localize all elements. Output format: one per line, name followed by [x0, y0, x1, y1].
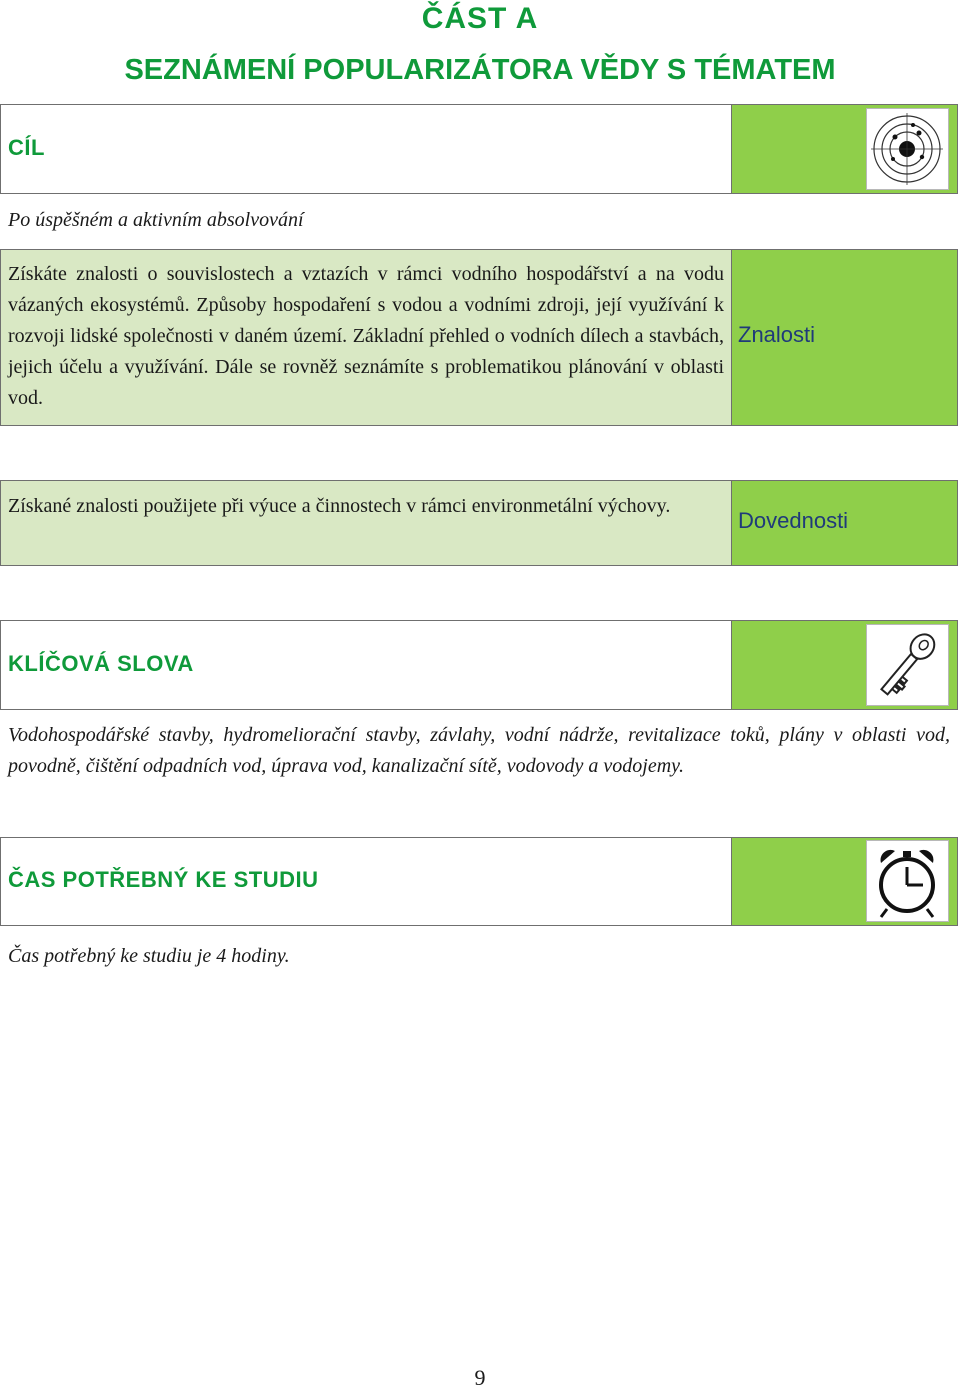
- keywords-text: Vodohospodářské stavby, hydromeliorační stavby, závlahy, vodní nádrže, revitalizace toků, plány v oblasti vod, povodně, čištění odpadních vod, úprava vod, kanalizační sítě, vodovody a vodojemy.: [8, 724, 950, 777]
- section-subtitle: SEZNÁMENÍ POPULARIZÁTORA VĚDY S TÉMATEM: [124, 54, 836, 86]
- skills-text: Získané znalosti použijete při výuce a činnostech v rámci environmetální výchovy.: [8, 495, 671, 517]
- study-time-text: Čas potřebný ke studiu je 4 hodiny.: [8, 945, 290, 967]
- page-number: 9: [474, 1365, 486, 1390]
- knowledge-label: Znalosti: [738, 322, 816, 347]
- part-title: ČÁST A: [421, 2, 539, 35]
- keywords-heading: KLÍČOVÁ SLOVA: [8, 651, 194, 676]
- goal-intro: Po úspěšném a aktivním absolvování: [8, 209, 304, 231]
- knowledge-text: Získáte znalosti o souvislostech a vztazích v rámci vodního hospodářství a na vodu vázaných ekosystémů. Způsoby hospodaření s vodou a vodními zdroji, její využívání k rozvoji lidské společnosti v daném území. Základní přehled o vodních dílech a stavbách, jejich účelu a využívání. Dále se rovněž seznámíte s problematikou plánování v oblasti vod.: [8, 263, 724, 409]
- alarm-clock-icon: [866, 840, 949, 922]
- goal-heading: CÍL: [8, 135, 45, 160]
- skills-label: Dovednosti: [738, 508, 849, 533]
- study-time-heading: ČAS POTŘEBNÝ KE STUDIU: [8, 867, 319, 892]
- key-icon: [866, 624, 949, 706]
- target-icon: [866, 108, 949, 190]
